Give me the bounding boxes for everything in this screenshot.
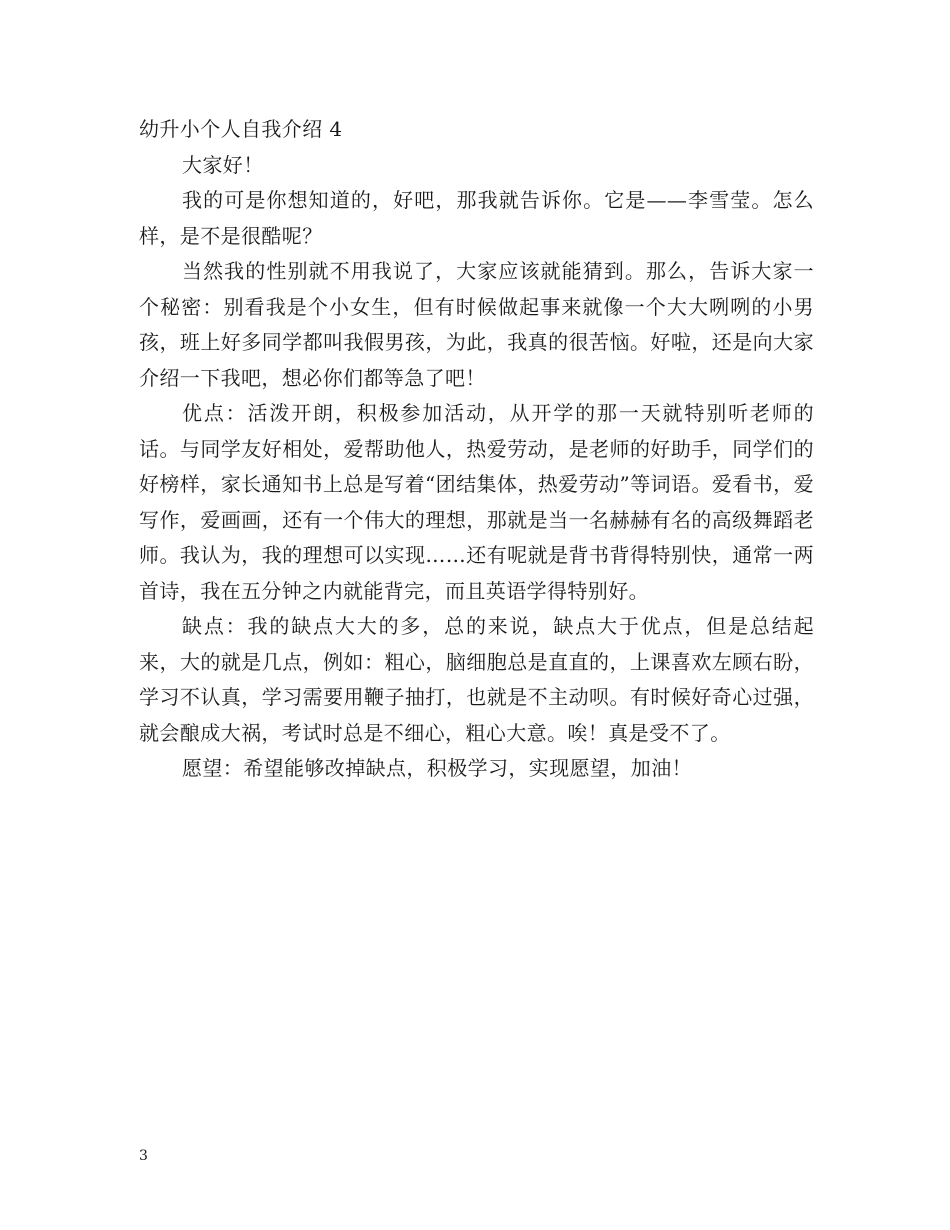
paragraph-name: 我的可是你想知道的，好吧，那我就告诉你。它是——李雪莹。怎么样，是不是很酷呢？ — [139, 188, 814, 248]
paragraph-strengths: 优点：活泼开朗，积极参加活动，从开学的那一天就特别听老师的话。与同学友好相处，爱帮助他人，热爱劳动，是老师的好助手，同学们的好榜样，家长通知书上总是写着“团结集体，热爱劳动”等词语。爱看书，爱写作，爱画画，还有一个伟大的理想，那就是当一名赫赫有名的高级舞蹈老师。我认为，我的理想可以实现……还有呢就是背书背得特别快，通常一两首诗，我在五分钟之内就能背完，而且英语学得特别好。 — [139, 401, 814, 603]
paragraph-secret: 当然我的性别就不用我说了，大家应该就能猜到。那么，告诉大家一个秘密：别看我是个小女生，但有时候做起事来就像一个大大咧咧的小男孩，班上好多同学都叫我假男孩，为此，我真的很苦恼。好啦，还是向大家介绍一下我吧，想必你们都等急了吧！ — [139, 259, 814, 390]
document-title: 幼升小个人自我介绍 4 — [139, 117, 343, 141]
paragraph-wish: 愿望：希望能够改掉缺点，积极学习，实现愿望，加油！ — [182, 756, 692, 780]
paragraph-weaknesses: 缺点：我的缺点大大的多，总的来说，缺点大于优点，但是总结起来，大的就是几点，例如：粗心，脑细胞总是直直的，上课喜欢左顾右盼，学习不认真，学习需要用鞭子抽打，也就是不主动呗。有时候好奇心过强，就会酿成大祸，考试时总是不细心，粗心大意。唉！真是受不了。 — [139, 614, 814, 745]
document-body — [139, 112, 814, 787]
paragraph-greeting: 大家好！ — [182, 152, 264, 177]
page-number: 3 — [139, 1148, 148, 1164]
